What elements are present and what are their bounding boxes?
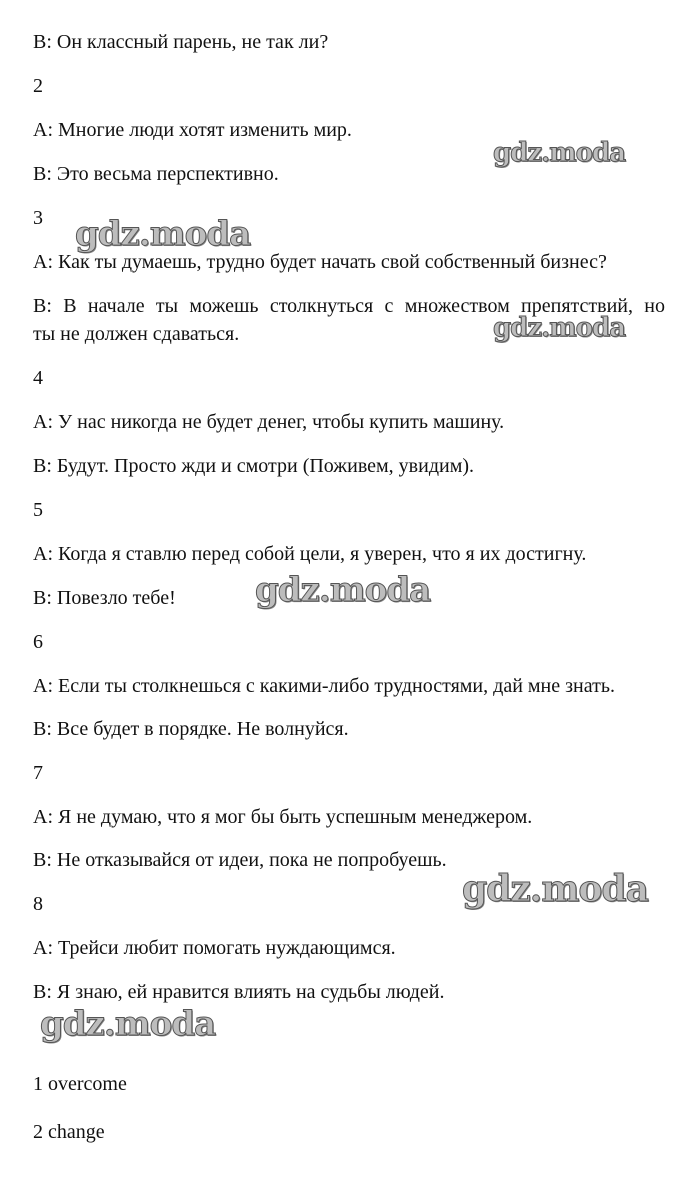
text-line: B: Будут. Просто жди и смотри (Поживем, увидим).: [33, 455, 475, 477]
text-line: B: В начале ты можешь столкнуться с множеством препятствий, но: [33, 295, 665, 317]
watermark: gdz.moda: [493, 138, 626, 168]
text-line: 6: [33, 631, 43, 653]
text-line: B: Не отказывайся от идеи, пока не попробуешь.: [33, 849, 447, 871]
text-line: 7: [33, 762, 43, 784]
text-line: A: У нас никогда не будет денег, чтобы купить машину.: [33, 411, 505, 433]
text-line: A: Трейси любит помогать нуждающимся.: [33, 937, 396, 959]
watermark: gdz.moda: [40, 1004, 216, 1044]
text-line: 2: [33, 75, 43, 97]
text-line: 8: [33, 893, 43, 915]
text-line: ты не должен сдаваться.: [33, 323, 240, 345]
text-line: 4: [33, 367, 43, 389]
text-line: B: Я знаю, ей нравится влиять на судьбы людей.: [33, 981, 445, 1003]
text-line: B: Это весьма перспективно.: [33, 163, 279, 185]
watermark: gdz.moda: [462, 868, 648, 910]
text-line: 5: [33, 499, 43, 521]
text-line: B: Он классный парень, не так ли?: [33, 31, 329, 53]
text-line: B: Повезло тебе!: [33, 587, 176, 609]
watermark: gdz.moda: [75, 214, 251, 254]
text-line: 3: [33, 207, 43, 229]
text-line: B: Все будет в порядке. Не волнуйся.: [33, 718, 349, 740]
watermark: gdz.moda: [255, 570, 431, 610]
text-line: A: Многие люди хотят изменить мир.: [33, 119, 352, 141]
text-line: 1 overcome: [33, 1073, 127, 1095]
text-line: A: Когда я ставлю перед собой цели, я уверен, что я их достигну.: [33, 543, 587, 565]
text-line: A: Я не думаю, что я мог бы быть успешным менеджером.: [33, 806, 533, 828]
text-line: A: Как ты думаешь, трудно будет начать свой собственный бизнес?: [33, 251, 607, 273]
text-line: 2 change: [33, 1121, 105, 1143]
text-line: A: Если ты столкнешься с какими-либо трудностями, дай мне знать.: [33, 675, 615, 697]
watermark: gdz.moda: [493, 313, 626, 343]
